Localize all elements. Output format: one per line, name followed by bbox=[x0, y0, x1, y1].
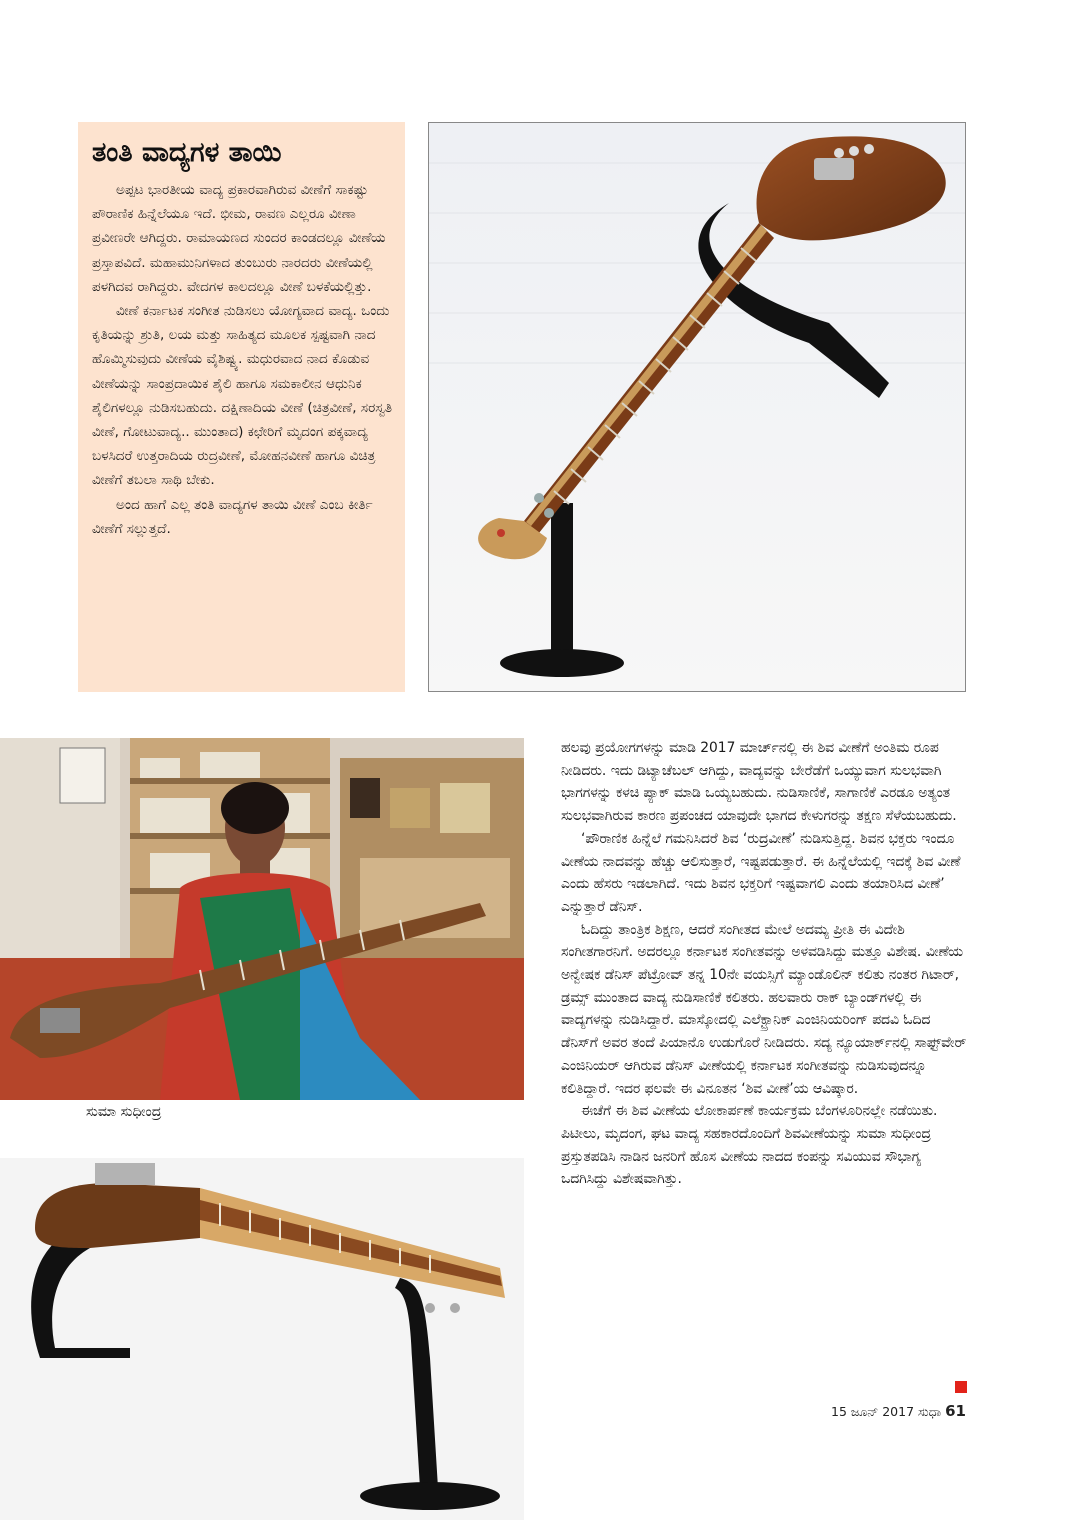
end-marker-icon bbox=[955, 1381, 967, 1393]
photo-caption: ಸುಮಾ ಸುಧೀಂದ್ರ bbox=[86, 1104, 162, 1120]
page-number: 61 bbox=[945, 1402, 966, 1420]
article-paragraph-2: ‘ಪೌರಾಣಿಕ ಹಿನ್ನೆಲೆ ಗಮನಿಸಿದರೆ ಶಿವ ‘ರುದ್ರವೀಣೆ’ ನುಡಿಸುತ್ತಿದ್ದ. ಶಿವನ ಭಕ್ತರು ಇಂದೂ ವೀಣೆಯ ನಾದವನ್ನು ಹೆಚ್ಚು ಆಲಿಸುತ್ತಾರೆ, ಇಷ್ಟಪಡುತ್ತಾರೆ. ಈ ಹಿನ್ನೆಲೆಯಲ್ಲಿ ಇದಕ್ಕೆ ಶಿವ ವೀಣೆ ಎಂದು ಹೆಸರು ಇಡಲಾಗಿದೆ. ಇದು ಶಿವನ ಭಕ್ತರಿಗೆ ಇಷ್ಟವಾಗಲಿ ಎಂದು ತಯಾರಿಸಿದ ವೀಣೆ’ ಎನ್ನುತ್ತಾರೆ ಡೆನಿಸ್. bbox=[561, 830, 961, 915]
sidebar-title: ತಂತಿ ವಾದ್ಯಗಳ ತಾಯಿ bbox=[92, 137, 282, 168]
page-footer bbox=[831, 1402, 966, 1421]
veena-photo-top bbox=[428, 122, 966, 692]
article-column bbox=[561, 737, 969, 1191]
sidebar-paragraph-3: ಅಂದ ಹಾಗೆ ಎಲ್ಲ ತಂತಿ ವಾದ್ಯಗಳ ತಾಯಿ ವೀಣೆ ಎಂಬ ಕೀರ್ತಿ ವೀಣೆಗೆ ಸಲ್ಲುತ್ತದೆ. bbox=[92, 496, 373, 537]
footer-date: 15 ಜೂನ್ 2017 bbox=[831, 1404, 915, 1419]
article-paragraph-1: ಹಲವು ಪ್ರಯೋಗಗಳನ್ನು ಮಾಡಿ 2017 ಮಾರ್ಚ್‌ನಲ್ಲಿ ಈ ಶಿವ ವೀಣೆಗೆ ಅಂತಿಮ ರೂಪ ನೀಡಿದರು. ಇದು ಡಿಟ್ಯಾಚೆಬಲ್ ಆಗಿದ್ದು, ವಾದ್ಯವನ್ನು ಬೇರೆಡೆಗೆ ಒಯ್ಯುವಾಗ ಸುಲಭವಾಗಿ ಭಾಗಗಳನ್ನು ಕಳಚಿ ಪ್ಯಾಕ್ ಮಾಡಿ ಒಯ್ಯಬಹುದು. ನುಡಿಸಾಣಿಕೆ, ಸಾಗಾಣಿಕೆ ಎರಡೂ ಅತ್ಯಂತ ಸುಲಭವಾಗಿರುವ ಕಾರಣ ಪ್ರಪಂಚದ ಯಾವುದೇ ಭಾಗದ ಕೇಳುಗರನ್ನು ತಕ್ಷಣ ಸೆಳೆಯಬಹುದು. bbox=[561, 740, 957, 825]
article-paragraph-3: ಓದಿದ್ದು ತಾಂತ್ರಿಕ ಶಿಕ್ಷಣ, ಆದರೆ ಸಂಗೀತದ ಮೇಲೆ ಅದಮ್ಯ ಪ್ರೀತಿ ಈ ವಿದೇಶಿ ಸಂಗೀತಗಾರನಿಗೆ. ಅದರಲ್ಲೂ ಕರ್ನಾಟಕ ಸಂಗೀತವನ್ನು ಅಳವಡಿಸಿದ್ದು ಮತ್ತೂ ವಿಶೇಷ. ವೀಣೆಯ ಅನ್ವೇಷಕ ಡೆನಿಸ್ ಪೆಟ್ರೋವ್ ತನ್ನ 10ನೇ ವಯಸ್ಸಿಗೆ ಮ್ಯಾಂಡೊಲಿನ್ ಕಲಿತು ನಂತರ ಗಿಟಾರ್, ಡ್ರಮ್ಸ್ ಮುಂತಾದ ವಾದ್ಯ ನುಡಿಸಾಣಿಕೆ ಕಲಿತರು. ಹಲವಾರು ರಾಕ್ ಬ್ಯಾಂಡ್‌ಗಳಲ್ಲಿ ಈ ವಾದ್ಯಗಳನ್ನು ನುಡಿಸಿದ್ದಾರೆ. ಮಾಸ್ಕೋದಲ್ಲಿ ಎಲೆಕ್ಟ್ರಾನಿಕ್ ಎಂಜಿನಿಯರಿಂಗ್ ಪದವಿ ಓದಿದ ಡೆನಿಸ್‌ಗೆ ಅವರ ತಂದೆ ಪಿಯಾನೊ ಉಡುಗೊರೆ ನೀಡಿದರು. ಸದ್ಯ ನ್ಯೂಯಾರ್ಕ್‌ನಲ್ಲಿ ಸಾಫ್ಟ್‌ವೇರ್ ಎಂಜಿನಿಯರ್ ಆಗಿರುವ ಡೆನಿಸ್ ವೀಣೆಯಲ್ಲಿ ಕರ್ನಾಟಕ ಸಂಗೀತವನ್ನು ನುಡಿಸುವುದನ್ನೂ ಕಲಿತಿದ್ದಾರೆ. ಇದರ ಫಲವೇ ಈ ವಿನೂತನ ‘ಶಿವ ವೀಣೆ’ಯ ಆವಿಷ್ಕಾರ. bbox=[561, 921, 967, 1097]
veena-photo-bottom bbox=[0, 1158, 524, 1520]
sidebar-paragraph-1: ಅಪ್ಪಟ ಭಾರತೀಯ ವಾದ್ಯ ಪ್ರಕಾರವಾಗಿರುವ ವೀಣೆಗೆ ಸಾಕಷ್ಟು ಪೌರಾಣಿಕ ಹಿನ್ನೆಲೆಯೂ ಇದೆ. ಭೀಮ, ರಾವಣ ಎಲ್ಲರೂ ವೀಣಾ ಪ್ರವೀಣರೇ ಆಗಿದ್ದರು. ರಾಮಾಯಣದ ಸುಂದರ ಕಾಂಡದಲ್ಲೂ ವೀಣೆಯ ಪ್ರಸ್ತಾಪವಿದೆ. ಮಹಾಮುನಿಗಳಾದ ತುಂಬುರು ನಾರದರು ವೀಣೆಯಲ್ಲಿ ಪಳಗಿದವ ರಾಗಿದ್ದರು. ವೇದಗಳ ಕಾಲದಲ್ಲೂ ವೀಣೆ ಬಳಕೆಯಲ್ಲಿತ್ತು. bbox=[92, 182, 386, 295]
article-paragraph-4: ಈಚೆಗೆ ಈ ಶಿವ ವೀಣೆಯ ಲೋಕಾರ್ಪಣೆ ಕಾರ್ಯಕ್ರಮ ಬೆಂಗಳೂರಿನಲ್ಲೇ ನಡೆಯಿತು. ಪಿಟೀಲು, ಮೃದಂಗ, ಘಟ ವಾದ್ಯ ಸಹಕಾರದೊಂದಿಗೆ ಶಿವವೀಣೆಯನ್ನು ಸುಮಾ ಸುಧೀಂದ್ರ ಪ್ರಸ್ತುತಪಡಿಸಿ ನಾಡಿನ ಜನರಿಗೆ ಹೊಸ ವೀಣೆಯ ನಾದದ ಕಂಪನ್ನು ಸವಿಯುವ ಸೌಭಾಗ್ಯ ಒದಗಿಸಿದ್ದು ವಿಶೇಷವಾಗಿತ್ತು. bbox=[561, 1103, 938, 1188]
sidebar-paragraph-2: ವೀಣೆ ಕರ್ನಾಟಕ ಸಂಗೀತ ನುಡಿಸಲು ಯೋಗ್ಯವಾದ ವಾದ್ಯ. ಒಂದು ಕೃತಿಯನ್ನು ಶ್ರುತಿ, ಲಯ ಮತ್ತು ಸಾಹಿತ್ಯದ ಮೂಲಕ ಸ್ಪಷ್ಟವಾಗಿ ನಾದ ಹೊಮ್ಮಿಸುವುದು ವೀಣೆಯ ವೈಶಿಷ್ಟ್ಯ. ಮಧುರವಾದ ನಾದ ಕೊಡುವ ವೀಣೆಯನ್ನು ಸಾಂಪ್ರದಾಯಿಕ ಶೈಲಿ ಹಾಗೂ ಸಮಕಾಲೀನ ಆಧುನಿಕ ಶೈಲಿಗಳಲ್ಲೂ ನುಡಿಸಬಹುದು. ದಕ್ಷಿಣಾದಿಯ ವೀಣೆ (ಚಿತ್ರವೀಣೆ, ಸರಸ್ವತಿ ವೀಣೆ, ಗೋಟುವಾದ್ಯ.. ಮುಂತಾದ) ಕಛೇರಿಗೆ ಮೃದಂಗ ಪಕ್ಕವಾದ್ಯ ಬಳಸಿದರೆ ಉತ್ತರಾದಿಯ ರುದ್ರವೀಣೆ, ಮೋಹನವೀಣೆ ಹಾಗೂ ವಿಚಿತ್ರ ವೀಣೆಗೆ ತಬಲಾ ಸಾಥಿ ಬೇಕು. bbox=[92, 303, 393, 489]
footer-magazine: ಸುಧಾ bbox=[918, 1404, 942, 1419]
suma-sudhindra-photo bbox=[0, 738, 524, 1100]
sidebar-box bbox=[78, 122, 405, 692]
